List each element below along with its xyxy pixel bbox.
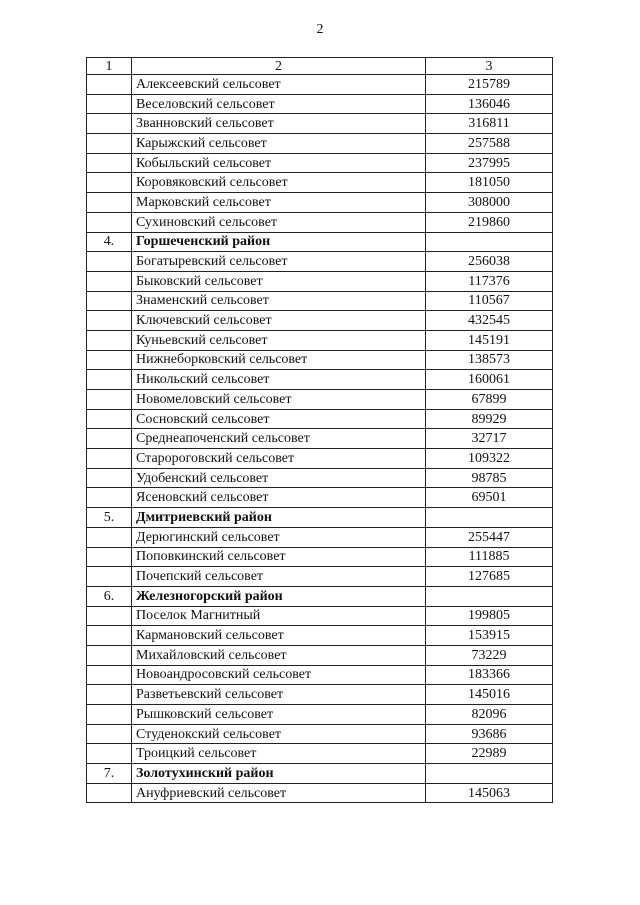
settlement-name: Богатыревский сельсовет — [132, 252, 426, 272]
table-row — [87, 547, 553, 567]
settlement-name: Поповкинский сельсовет — [132, 547, 426, 567]
row-number — [87, 173, 132, 193]
header-col-3: 3 — [426, 58, 553, 75]
district-name: Железногорский район — [132, 586, 426, 606]
table-row — [87, 429, 553, 449]
row-number — [87, 153, 132, 173]
row-number — [87, 645, 132, 665]
district-row — [87, 764, 553, 784]
allocation-table — [86, 57, 553, 803]
allocation-value: 199805 — [426, 606, 553, 626]
table-row — [87, 744, 553, 764]
allocation-value: 145016 — [426, 685, 553, 705]
settlement-name: Михайловский сельсовет — [132, 645, 426, 665]
settlement-name: Кобыльский сельсовет — [132, 153, 426, 173]
row-number — [87, 75, 132, 95]
allocation-value: 145063 — [426, 783, 553, 803]
row-number — [87, 468, 132, 488]
table-row — [87, 567, 553, 587]
settlement-name: Дерюгинский сельсовет — [132, 527, 426, 547]
district-name: Дмитриевский район — [132, 508, 426, 528]
settlement-name: Рышковский сельсовет — [132, 705, 426, 725]
header-col-1: 1 — [87, 58, 132, 75]
allocation-value: 308000 — [426, 193, 553, 213]
table-row — [87, 626, 553, 646]
row-number — [87, 449, 132, 469]
row-number — [87, 291, 132, 311]
row-number — [87, 271, 132, 291]
allocation-value: 127685 — [426, 567, 553, 587]
row-number — [87, 724, 132, 744]
settlement-name: Никольский сельсовет — [132, 370, 426, 390]
allocation-value — [426, 508, 553, 528]
row-number — [87, 744, 132, 764]
row-number: 4. — [87, 232, 132, 252]
district-row — [87, 508, 553, 528]
settlement-name: Троицкий сельсовет — [132, 744, 426, 764]
allocation-value: 89929 — [426, 409, 553, 429]
settlement-name: Веселовский сельсовет — [132, 94, 426, 114]
allocation-value: 181050 — [426, 173, 553, 193]
table-row — [87, 134, 553, 154]
settlement-name: Новоандросовский сельсовет — [132, 665, 426, 685]
table-row — [87, 370, 553, 390]
settlement-name: Алексеевский сельсовет — [132, 75, 426, 95]
settlement-name: Среднеапоченский сельсовет — [132, 429, 426, 449]
table-row — [87, 173, 553, 193]
table-row — [87, 724, 553, 744]
row-number: 7. — [87, 764, 132, 784]
table-header-row — [87, 58, 553, 75]
row-number — [87, 330, 132, 350]
row-number — [87, 665, 132, 685]
row-number — [87, 567, 132, 587]
allocation-value: 160061 — [426, 370, 553, 390]
settlement-name: Знаменский сельсовет — [132, 291, 426, 311]
row-number — [87, 409, 132, 429]
row-number: 6. — [87, 586, 132, 606]
table-row — [87, 527, 553, 547]
table-row — [87, 193, 553, 213]
row-number — [87, 783, 132, 803]
settlement-name: Поселок Магнитный — [132, 606, 426, 626]
settlement-name: Коровяковский сельсовет — [132, 173, 426, 193]
allocation-value: 109322 — [426, 449, 553, 469]
settlement-name: Старороговский сельсовет — [132, 449, 426, 469]
table-row — [87, 75, 553, 95]
allocation-value: 110567 — [426, 291, 553, 311]
table-row — [87, 606, 553, 626]
row-number — [87, 685, 132, 705]
page-number: 2 — [316, 22, 324, 37]
table-row — [87, 685, 553, 705]
allocation-value: 237995 — [426, 153, 553, 173]
row-number — [87, 350, 132, 370]
allocation-value: 22989 — [426, 744, 553, 764]
table-row — [87, 783, 553, 803]
table-row — [87, 409, 553, 429]
allocation-value: 215789 — [426, 75, 553, 95]
settlement-name: Ясеновский сельсовет — [132, 488, 426, 508]
settlement-name: Удобенский сельсовет — [132, 468, 426, 488]
allocation-value: 117376 — [426, 271, 553, 291]
allocation-value: 219860 — [426, 212, 553, 232]
row-number — [87, 488, 132, 508]
table-row — [87, 271, 553, 291]
row-number — [87, 311, 132, 331]
table-row — [87, 488, 553, 508]
allocation-value — [426, 586, 553, 606]
row-number — [87, 547, 132, 567]
table-row — [87, 350, 553, 370]
header-col-2: 2 — [132, 58, 426, 75]
settlement-name: Ключевский сельсовет — [132, 311, 426, 331]
row-number — [87, 370, 132, 390]
allocation-value: 93686 — [426, 724, 553, 744]
table-row — [87, 468, 553, 488]
table-row — [87, 212, 553, 232]
allocation-value: 183366 — [426, 665, 553, 685]
table-row — [87, 390, 553, 410]
settlement-name: Карыжский сельсовет — [132, 134, 426, 154]
allocation-value: 255447 — [426, 527, 553, 547]
table-row — [87, 330, 553, 350]
settlement-name: Нижнеборковский сельсовет — [132, 350, 426, 370]
allocation-value: 138573 — [426, 350, 553, 370]
allocation-value: 67899 — [426, 390, 553, 410]
settlement-name: Разветьевский сельсовет — [132, 685, 426, 705]
settlement-name: Быковский сельсовет — [132, 271, 426, 291]
row-number — [87, 606, 132, 626]
allocation-value: 432545 — [426, 311, 553, 331]
table-row — [87, 291, 553, 311]
allocation-value: 257588 — [426, 134, 553, 154]
row-number — [87, 390, 132, 410]
settlement-name: Студенокский сельсовет — [132, 724, 426, 744]
row-number — [87, 527, 132, 547]
settlement-name: Сосновский сельсовет — [132, 409, 426, 429]
allocation-value: 153915 — [426, 626, 553, 646]
settlement-name: Ануфриевский сельсовет — [132, 783, 426, 803]
allocation-value: 69501 — [426, 488, 553, 508]
row-number — [87, 429, 132, 449]
allocation-value: 82096 — [426, 705, 553, 725]
settlement-name: Кармановский сельсовет — [132, 626, 426, 646]
table-row — [87, 705, 553, 725]
district-name: Горшеченский район — [132, 232, 426, 252]
row-number — [87, 94, 132, 114]
district-row — [87, 586, 553, 606]
allocation-value: 316811 — [426, 114, 553, 134]
allocation-value: 136046 — [426, 94, 553, 114]
table-row — [87, 114, 553, 134]
allocation-value: 73229 — [426, 645, 553, 665]
table-row — [87, 311, 553, 331]
table-row — [87, 153, 553, 173]
table-row — [87, 252, 553, 272]
allocation-value: 256038 — [426, 252, 553, 272]
row-number — [87, 626, 132, 646]
allocation-value: 32717 — [426, 429, 553, 449]
settlement-name: Сухиновский сельсовет — [132, 212, 426, 232]
table-row — [87, 94, 553, 114]
allocation-value — [426, 232, 553, 252]
row-number: 5. — [87, 508, 132, 528]
district-name: Золотухинский район — [132, 764, 426, 784]
settlement-name: Почепский сельсовет — [132, 567, 426, 587]
allocation-value: 111885 — [426, 547, 553, 567]
district-row — [87, 232, 553, 252]
row-number — [87, 705, 132, 725]
row-number — [87, 114, 132, 134]
allocation-value: 98785 — [426, 468, 553, 488]
row-number — [87, 193, 132, 213]
settlement-name: Марковский сельсовет — [132, 193, 426, 213]
settlement-name: Новомеловский сельсовет — [132, 390, 426, 410]
table-row — [87, 665, 553, 685]
settlement-name: Званновский сельсовет — [132, 114, 426, 134]
row-number — [87, 252, 132, 272]
row-number — [87, 134, 132, 154]
row-number — [87, 212, 132, 232]
table-row — [87, 645, 553, 665]
allocation-value: 145191 — [426, 330, 553, 350]
settlement-name: Куньевский сельсовет — [132, 330, 426, 350]
table-row — [87, 449, 553, 469]
allocation-value — [426, 764, 553, 784]
